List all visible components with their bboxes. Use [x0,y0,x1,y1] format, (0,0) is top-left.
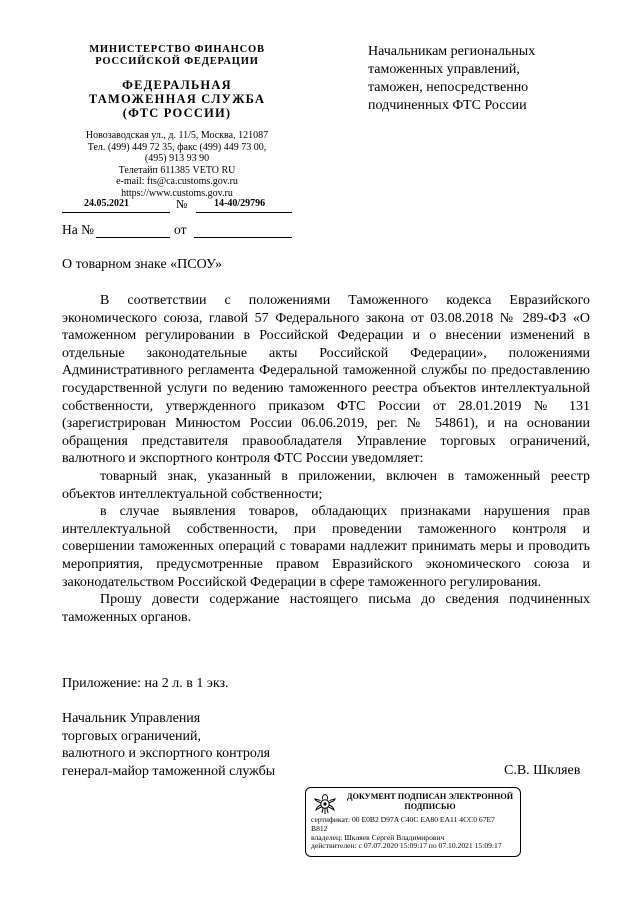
sender-website: https://www.customs.gov.ru [121,187,233,199]
e-signature-details [311,816,517,851]
signer-position-line: генерал-майор таможенной службы [62,763,276,779]
sender-contacts [62,130,292,200]
body-paragraph: в случае выявления товаров, обладающих признаками нарушения прав интеллектуальной собственности, при проведении таможенного контроля и совершении таможенных операций с товарами надлежит принимать меры и проводить мероприятия, предусмотренные правом Евразийского экономического союза и законодательством Российской Федерации в сфере таможенного регулирования. [62,504,590,590]
e-signature-header-line: ПОДПИСЬЮ [404,801,456,811]
addressee [368,43,588,115]
e-signature-header [342,792,518,811]
outgoing-number: 14-40/29796 [214,198,266,209]
signer-name: С.В. Шкляев [504,763,581,778]
ministry-name [62,44,292,68]
e-signature-certificate-cont: B812 [311,823,328,833]
letterhead [62,44,292,200]
ministry-line: МИНИСТЕРСТВО ФИНАНСОВ [89,44,265,55]
letter-subject: О товарном знаке «ПСОУ» [62,257,222,272]
body-paragraph: товарный знак, указанный в приложении, включен в таможенный реестр объектов интеллектуальной собственности; [62,468,590,502]
sender-email: e-mail: fts@ca.customs.gov.ru [116,176,238,188]
e-signature-certificate: сертификат: 00 E0B2 D97A C40C EA80 EA11 4CC0 67E7 [311,815,495,824]
attachment-note: Приложение: на 2 л. в 1 экз. [62,676,229,691]
signer-position-line: Начальник Управления [62,711,201,726]
service-line: ФЕДЕРАЛЬНАЯ [122,78,232,92]
addressee-line: подчиненных ФТС России [368,98,527,113]
reference-number-label: На № [62,222,94,237]
ministry-line: РОССИЙСКОЙ ФЕДЕРАЦИИ [95,56,259,67]
outgoing-date: 24.05.2021 [84,198,129,209]
e-signature-header-line: ДОКУМЕНТ ПОДПИСАН ЭЛЕКТРОННОЙ [346,792,514,801]
body-paragraph: В соответствии с положениями Таможенного кодекса Евразийского экономического союза, главой 57 Федерального закона от 03.08.2018 № 289-ФЗ «О таможенном регулировании в Российской Федерации и о внесении изменений в отдельные законодательные акты Российской Федерации», положениями Административного регламента Федеральной таможенной службы по предоставлению государственной услуги по ведению таможенного реестра объектов интеллектуальной собственности, утвержденного приказом ФТС России от 28.01.2019 № 131 (зарегистрирован Минюстом России 06.06.2019, рег. № 54861), и на основании обращения представителя правообладателя Управление торговых ограничений, валютного и экспортного контроля ФТС России уведомляет: [62,293,590,467]
sender-teletype: Телетайп 611385 VETO RU [118,164,236,176]
service-line: ТАМОЖЕННАЯ СЛУЖБА [88,92,266,106]
sender-phone: (495) 913 93 90 [144,153,210,165]
sender-phone: Тел. (499) 449 72 35, факс (499) 449 73 00, [87,141,267,153]
reference-date-line [194,237,292,238]
eagle-emblem-icon [313,792,337,816]
signer-position-line: валютного и экспортного контроля [62,746,271,762]
number-sign: № [176,197,188,211]
number-underline [196,212,292,213]
e-signature-validity: действителен: с 07.07.2020 15:09:17 по 07.10.2021 15:09:17 [311,841,502,851]
addressee-line: таможен, непосредственно [368,80,529,95]
service-name [62,78,292,120]
signer-position-line: торговых ограничений, [62,728,202,744]
addressee-line: Начальникам региональных [368,44,536,59]
reference-number-line [96,237,170,238]
letter-body [62,292,590,626]
e-signature-owner: владелец: Шкляев Сергей Владимирович [311,832,445,842]
reference-row [62,222,292,240]
addressee-line: таможенных управлений, [368,62,520,77]
e-signature-stamp [305,787,521,857]
signer-position [62,710,275,780]
date-underline [62,212,170,213]
outgoing-number-row [62,198,292,216]
service-line: (ФТС РОССИИ) [122,106,232,120]
sender-address: Новозаводская ул., д. 11/5, Москва, 121087 [85,130,269,141]
reference-date-label: от [174,222,187,237]
body-paragraph: Прошу довести содержание настоящего письма до сведения подчиненных таможенных органов. [62,592,590,625]
